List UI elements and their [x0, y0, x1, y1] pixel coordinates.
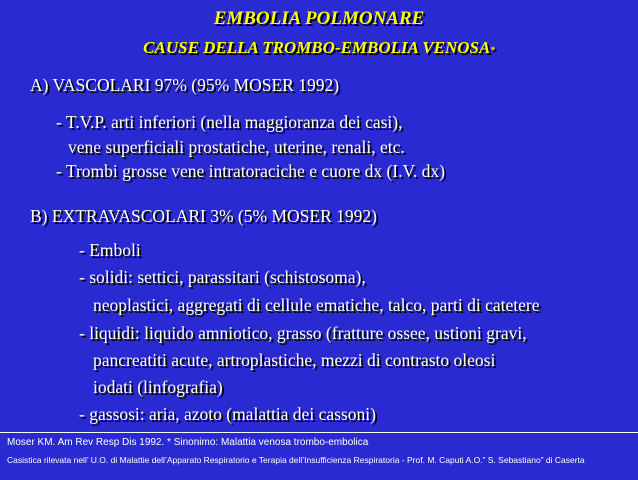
subtitle-text: CAUSE DELLA TROMBO-EMBOLIA VENOSA [143, 38, 491, 57]
section-b-heading: B) EXTRAVASCOLARI 3% (5% MOSER 1992) [30, 206, 377, 226]
section-b-line: - Emboli [79, 240, 141, 260]
section-b-line: - solidi: settici, parassitari (schistosoma), [79, 267, 366, 287]
section-b-line: - gassosi: aria, azoto (malattia dei cassoni) [79, 404, 376, 424]
slide-subtitle [0, 38, 638, 58]
section-a-heading: A) VASCOLARI 97% (95% MOSER 1992) [30, 75, 340, 95]
section-a-line: - Trombi grosse vene intratoraciche e cuore dx (I.V. dx) [56, 161, 445, 181]
subtitle-footnote-mark: * [490, 45, 495, 55]
section-a-line: vene superficiali prostatiche, uterine, renali, etc. [68, 137, 405, 157]
section-a-line: - T.V.P. arti inferiori (nella maggioranza dei casi), [56, 112, 403, 132]
slide-title: EMBOLIA POLMONARE [213, 8, 425, 29]
footer-source: Casistica rilevata nell’ U.O. di Malattie dell’Apparato Respiratorio e Terapia dell’Insufficienza Respiratoria - Prof. M. Caputi A.O.” S. Sebastiano” di Caserta [7, 455, 585, 465]
footer-reference: Moser KM. Am Rev Resp Dis 1992. * Sinonimo: Malattia venosa trombo-embolica [7, 437, 369, 448]
section-b-line: - liquidi: liquido amniotico, grasso (fratture ossee, ustioni gravi, [79, 323, 527, 343]
footer [0, 432, 638, 480]
section-b-line: pancreatiti acute, artroplastiche, mezzi di contrasto oleosi [93, 350, 496, 370]
section-b-line: neoplastici, aggregati di cellule ematiche, talco, parti di catetere [93, 295, 540, 315]
section-b-line: iodati (linfografia) [93, 377, 223, 397]
